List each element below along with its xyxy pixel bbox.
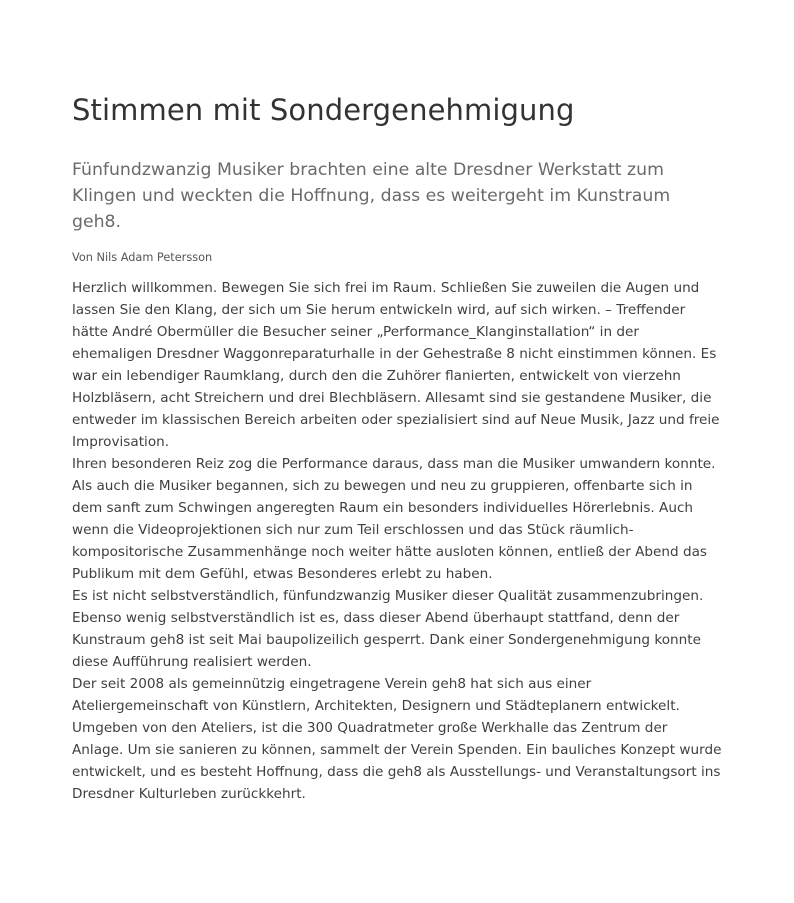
article-body: [72, 277, 722, 805]
article-paragraph-3: Es ist nicht selbstverständlich, fünfundzwanzig Musiker dieser Qualität zusammenzubringen. Ebenso wenig selbstverständlich ist es, dass dieser Abend überhaupt stattfand, denn der Kunstraum geh8 ist seit Mai baupolizeilich gesperrt. Dank einer Sondergenehmigung konnte diese Aufführung realisiert werden.: [72, 588, 704, 670]
article-headline: Stimmen mit Sondergenehmigung: [72, 93, 575, 127]
article-paragraph-2: Ihren besonderen Reiz zog die Performance daraus, dass man die Musiker umwandern konnte. Als auch die Musiker begannen, sich zu bewegen und neu zu gruppieren, offenbarte sich in dem sanft zum Schwingen angeregten Raum ein besonders individuelles Hörerlebnis. Auch wenn die Videoprojektionen sich nur zum Teil erschlossen und das Stück räumlich-kompositorische Zusammenhänge noch weiter hätte ausloten können, entließ der Abend das Publikum mit dem Gefühl, etwas Besonderes erlebt zu haben.: [72, 456, 716, 582]
article-byline: Von Nils Adam Petersson: [72, 251, 213, 264]
article-paragraph-4: Der seit 2008 als gemeinnützig eingetragene Verein geh8 hat sich aus einer Ateliergemeinschaft von Künstlern, Architekten, Designern und Städteplanern entwickelt. Umgeben von den Ateliers, ist die 300 Quadratmeter große Werkhalle das Zentrum der Anlage. Um sie sanieren zu können, sammelt der Verein Spenden. Ein bauliches Konzept wurde entwickelt, und es besteht Hoffnung, dass die geh8 als Ausstellungs- und Veranstaltungsort ins Dresdner Kulturleben zurückkehrt.: [72, 676, 722, 802]
article-subheadline: Fünfundzwanzig Musiker brachten eine alte Dresdner Werkstatt zum Klingen und weckten die Hoffnung, dass es weitergeht im Kunstraum geh8.: [72, 160, 671, 232]
article-paragraph-1: Herzlich willkommen. Bewegen Sie sich frei im Raum. Schließen Sie zuweilen die Augen und lassen Sie den Klang, der sich um Sie herum entwickeln wird, auf sich wirken. – Treffender hätte André Obermüller die Besucher seiner „Performance_Klanginstallation“ in der ehemaligen Dresdner Waggonreparaturhalle in der Gehestraße 8 nicht einstimmen können. Es war ein lebendiger Raumklang, durch den die Zuhörer flanierten, entwickelt von vierzehn Holzbläsern, acht Streichern und drei Blechbläsern. Allesamt sind sie gestandene Musiker, die entweder im klassischen Bereich arbeiten oder spezialisiert sind auf Neue Musik, Jazz und freie Improvisation.: [72, 280, 720, 450]
